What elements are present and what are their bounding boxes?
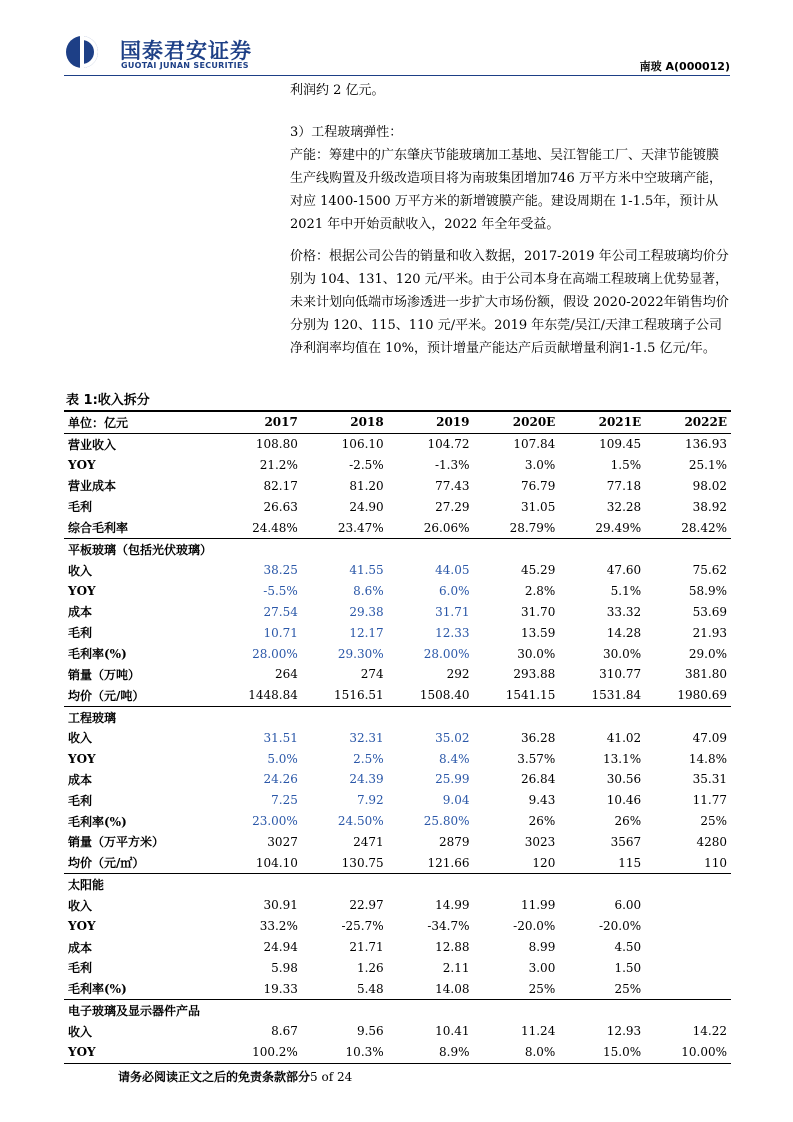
table-cell: 41.55	[349, 563, 384, 578]
table-row	[64, 455, 731, 476]
table-cell	[388, 706, 474, 727]
table-cell: 35.31	[692, 772, 727, 787]
paragraph-capacity: 产能：筹建中的广东肇庆节能玻璃加工基地、吴江智能工厂、天津节能镀膜生产线购置及升级改造项目将为南玻集团增加746 万平方米中空玻璃产能，对应 1400-1500 万平方米的新增镀膜产能。建设周期在 1-1.5年，预计从 2021 年中开始贡献收入，2022 年全年受益。	[290, 148, 722, 232]
table-cell: 2.8%	[524, 584, 556, 599]
table-row	[64, 916, 731, 937]
table-cell: 29.38	[349, 604, 384, 619]
table-row	[64, 852, 731, 873]
table-cell	[645, 978, 731, 999]
table-cell: 11.24	[520, 1024, 556, 1039]
table-row	[64, 622, 731, 643]
table-cell: 53.69	[692, 604, 727, 619]
table-cell: 6.00	[614, 898, 642, 913]
table-row	[64, 811, 731, 832]
table-cell: 13.1%	[603, 751, 642, 766]
table-cell: 10.00%	[645, 1042, 731, 1063]
table-cell: 7.25	[271, 793, 298, 808]
table-cell	[645, 937, 731, 958]
table-cell: 30.0%	[603, 646, 642, 661]
table-cell: 1980.69	[677, 688, 727, 703]
table-cell: 11.99	[520, 898, 556, 913]
row-label: 均价（元/㎡）	[68, 856, 145, 871]
table-row	[64, 748, 731, 769]
table-header-row	[64, 411, 731, 433]
table-cell: 14.08	[435, 981, 470, 996]
table-cell: 9.43	[528, 793, 556, 808]
table-cell: 130.75	[341, 855, 384, 870]
table-row	[64, 664, 731, 685]
table-cell: 33.32	[606, 604, 642, 619]
table-cell: 1541.15	[505, 688, 556, 703]
table-cell	[302, 538, 388, 559]
table-cell: 75.62	[692, 563, 727, 578]
table-cell: 31.05	[520, 499, 556, 514]
table-cell: 24.94	[263, 940, 298, 955]
row-label: 销量（万吨）	[68, 667, 141, 682]
table-cell: 1.50	[614, 960, 642, 975]
table-cell: 25.80%	[423, 814, 470, 829]
table-cell: 24.39	[349, 772, 384, 787]
header-year: 2017	[216, 411, 302, 433]
table-cell: 26%	[614, 814, 642, 829]
row-label: YOY	[68, 919, 96, 934]
table-row	[64, 832, 731, 853]
table-cell: 2471	[353, 834, 384, 849]
table-cell: 8.99	[528, 940, 556, 955]
table-cell: 82.17	[263, 478, 298, 493]
table-cell: 100.2%	[216, 1042, 302, 1063]
table-cell: 26.06%	[423, 520, 470, 535]
row-label: 平板玻璃（包括光伏玻璃）	[64, 538, 216, 559]
table-row	[64, 978, 731, 999]
table-cell: 27.29	[435, 499, 470, 514]
table-cell: 29.0%	[688, 646, 727, 661]
table-cell	[559, 706, 645, 727]
table-cell: 107.84	[513, 437, 556, 452]
table-cell: 81.20	[349, 478, 384, 493]
table-cell: 24.48%	[252, 520, 298, 535]
table-cell: 19.33	[263, 981, 298, 996]
table-cell: 44.05	[435, 563, 470, 578]
table-cell: 38.92	[692, 499, 727, 514]
table-cell: 30.0%	[517, 646, 556, 661]
table-cell: 12.33	[435, 625, 470, 640]
table-cell: 6.0%	[439, 584, 470, 599]
table-cell: 110	[704, 855, 727, 870]
row-label: 销量（万平方米）	[68, 835, 165, 850]
row-label: YOY	[68, 584, 96, 599]
table-cell: 292	[446, 667, 470, 682]
table-cell: 21.93	[692, 625, 727, 640]
header-year: 2019	[388, 411, 474, 433]
table-cell: 14.8%	[688, 751, 727, 766]
brand-name-en: GUOTAI JUNAN SECURITIES	[121, 61, 249, 70]
table-cell	[645, 706, 731, 727]
table-cell: 41.02	[606, 730, 642, 745]
row-label: 毛利	[68, 793, 93, 808]
row-label: 毛利率(%)	[68, 982, 127, 997]
table-cell: 26.63	[263, 499, 298, 514]
table-cell: 27.54	[263, 604, 298, 619]
table-row	[64, 895, 731, 916]
table-cell: 28.79%	[509, 520, 556, 535]
table-cell: 23.00%	[252, 814, 298, 829]
table-cell: 1.26	[356, 960, 384, 975]
table-cell: 26.84	[520, 772, 556, 787]
table-cell: 25%	[528, 981, 556, 996]
table-cell: 3567	[610, 834, 642, 849]
table-cell: 5.0%	[267, 751, 298, 766]
table-cell: 9.04	[442, 793, 470, 808]
table-section-row	[64, 1000, 731, 1021]
table-cell: 10.41	[435, 1024, 470, 1039]
table-cell: 2879	[438, 834, 470, 849]
table-cell: 293.88	[513, 667, 556, 682]
table-cell: 25.1%	[688, 458, 727, 473]
table-row	[64, 1021, 731, 1042]
table-cell: 3.00	[528, 960, 556, 975]
table-cell: 8.9%	[388, 1042, 474, 1063]
row-label: 成本	[68, 772, 93, 787]
table-cell: 33.2%	[259, 919, 298, 934]
table-cell: -2.5%	[349, 458, 384, 473]
table-cell: 4.50	[614, 940, 642, 955]
table-row	[64, 601, 731, 622]
table-cell: 106.10	[341, 437, 384, 452]
table-cell: 14.28	[606, 625, 642, 640]
table-cell: 136.93	[685, 437, 727, 452]
page-number: 5 of 24	[310, 1070, 353, 1084]
table-cell: 23.47%	[337, 520, 384, 535]
table-cell: -34.7%	[427, 919, 470, 934]
table-cell	[645, 916, 731, 937]
table-cell: 4280	[696, 834, 727, 849]
table-cell: 104.10	[255, 855, 298, 870]
row-label: YOY	[68, 458, 96, 473]
table-cell: 24.90	[349, 499, 384, 514]
table-cell: 264	[274, 667, 298, 682]
row-label: 毛利率(%)	[68, 647, 127, 662]
header-divider	[64, 75, 730, 76]
table-cell: 21.71	[349, 940, 384, 955]
table-cell: 2.5%	[353, 751, 384, 766]
table-cell: -20.0%	[513, 919, 556, 934]
table-cell: 45.29	[520, 563, 556, 578]
table-cell: 77.43	[435, 478, 470, 493]
row-label: 均价（元/吨）	[68, 688, 145, 703]
row-label: YOY	[64, 1042, 216, 1063]
table-cell: 1531.84	[591, 688, 642, 703]
row-label: 工程玻璃	[64, 706, 216, 727]
table-cell	[645, 958, 731, 979]
table-cell: 14.22	[692, 1024, 727, 1039]
table-cell: 58.9%	[688, 584, 727, 599]
row-label: 成本	[68, 605, 93, 620]
table-cell: 31.51	[263, 730, 298, 745]
table-cell: 8.0%	[474, 1042, 560, 1063]
table-cell: 109.45	[599, 437, 642, 452]
page-footer	[118, 1068, 352, 1085]
table-cell: 115	[618, 855, 642, 870]
table-row	[64, 643, 731, 664]
table-row	[64, 958, 731, 979]
table-cell: 12.88	[435, 940, 470, 955]
table-cell: -5.5%	[263, 584, 298, 599]
row-label: 营业成本	[68, 479, 117, 494]
table-cell: 1.5%	[610, 458, 642, 473]
table-cell: 14.99	[435, 898, 470, 913]
table-cell: -1.3%	[434, 458, 470, 473]
table-cell: 15.0%	[559, 1042, 645, 1063]
table-section-row	[64, 706, 731, 727]
table-cell: 38.25	[263, 563, 298, 578]
table-cell	[216, 538, 302, 559]
table-row	[64, 496, 731, 517]
table-cell: 104.72	[427, 437, 470, 452]
table-cell: 2.11	[442, 960, 470, 975]
table-cell: 36.28	[520, 730, 556, 745]
table-cell: 25%	[700, 814, 727, 829]
stock-code: 南玻 A(000012)	[639, 60, 730, 73]
table-row	[64, 581, 731, 602]
table-cell: 5.48	[356, 981, 384, 996]
table-cell: 28.00%	[252, 646, 298, 661]
table-cell: 10.71	[263, 625, 298, 640]
table-row	[64, 727, 731, 748]
revenue-breakdown-table	[64, 410, 731, 1064]
table-cell: 310.77	[599, 667, 642, 682]
table-cell: 30.56	[606, 772, 642, 787]
paragraph-price: 价格：根据公司公告的销量和收入数据，2017-2019 年公司工程玻璃均价分别为 104、131、120 元/平米。由于公司本身在高端工程玻璃上优势显著，未来计划向低端市场渗透进一步扩大市场份额，假设 2020-2022年销售均价分别为 120、115、110 元/平米。2019 年东莞/吴江/天津工程玻璃子公司净利润率均值在 10%，预计增量产能达产后贡献增量利润1-1.5 亿元/年。	[290, 249, 729, 356]
table-cell: 22.97	[349, 898, 384, 913]
table-cell: 10.3%	[302, 1042, 388, 1063]
table-cell: 47.60	[606, 563, 642, 578]
table-cell	[559, 1000, 645, 1021]
brand-name-cn: 国泰君安证券	[120, 39, 252, 63]
header-year: 2022E	[645, 411, 731, 433]
table-cell: 5.98	[271, 960, 298, 975]
table-cell: 25%	[614, 981, 642, 996]
table-cell	[474, 1000, 560, 1021]
table-cell: 11.77	[692, 793, 727, 808]
table-cell: 29.49%	[595, 520, 642, 535]
table-cell	[388, 538, 474, 559]
table-cell: 10.46	[606, 793, 642, 808]
table-cell: 28.42%	[681, 520, 727, 535]
table-cell	[216, 706, 302, 727]
table-cell: 9.56	[356, 1024, 384, 1039]
table-cell: 120	[532, 855, 556, 870]
table-cell	[474, 538, 560, 559]
table-cell: 5.1%	[610, 584, 642, 599]
row-label: 收入	[68, 731, 93, 746]
paragraph-profit-tail: 利润约 2 亿元。	[290, 83, 385, 98]
row-label: 收入	[68, 1024, 93, 1039]
table-row	[64, 1042, 731, 1063]
table-cell	[302, 1000, 388, 1021]
table-cell: 1516.51	[334, 688, 384, 703]
table-title: 表 1:收入拆分	[66, 393, 150, 408]
table-cell	[302, 706, 388, 727]
table-cell: 76.79	[520, 478, 556, 493]
row-label: 综合毛利率	[68, 521, 129, 536]
disclaimer-text: 请务必阅读正文之后的免责条款部分	[118, 1070, 311, 1084]
table-row	[64, 433, 731, 454]
header-year: 2018	[302, 411, 388, 433]
row-label: 毛利	[68, 626, 93, 641]
table-cell: 21.2%	[259, 458, 298, 473]
table-cell	[216, 1000, 302, 1021]
table-section-row	[64, 874, 731, 895]
table-cell: 8.4%	[439, 751, 470, 766]
table-cell	[474, 874, 560, 895]
table-cell	[388, 874, 474, 895]
table-cell	[559, 538, 645, 559]
table-cell: 3027	[267, 834, 298, 849]
table-cell: 13.59	[520, 625, 556, 640]
table-cell: 31.71	[435, 604, 470, 619]
table-cell	[645, 538, 731, 559]
table-cell: 3.0%	[524, 458, 556, 473]
table-row	[64, 560, 731, 581]
row-label: 收入	[68, 563, 93, 578]
table-cell: 32.28	[606, 499, 642, 514]
table-cell	[645, 1000, 731, 1021]
table-row	[64, 790, 731, 811]
table-cell: 30.91	[263, 898, 298, 913]
row-label: 毛利	[68, 961, 93, 976]
table-cell: 12.17	[349, 625, 384, 640]
table-cell	[388, 1000, 474, 1021]
table-cell: 274	[360, 667, 384, 682]
table-cell: 8.6%	[353, 584, 384, 599]
table-cell: -20.0%	[598, 919, 642, 934]
guotai-junan-logo-icon	[64, 34, 108, 70]
table-cell	[559, 874, 645, 895]
table-row	[64, 517, 731, 538]
row-label: 毛利率(%)	[68, 814, 127, 829]
table-row	[64, 685, 731, 706]
row-label: YOY	[68, 751, 96, 766]
row-label: 电子玻璃及显示器件产品	[64, 1000, 216, 1021]
table-cell: 25.99	[435, 772, 470, 787]
table-cell: 47.09	[692, 730, 727, 745]
page-header	[64, 34, 730, 74]
row-label: 毛利	[68, 500, 93, 515]
header-unit: 单位：亿元	[64, 411, 216, 433]
header-year: 2021E	[559, 411, 645, 433]
table-row	[64, 475, 731, 496]
table-cell: -25.7%	[341, 919, 384, 934]
header-year: 2020E	[474, 411, 560, 433]
section-heading-glass-elasticity: 3）工程玻璃弹性：	[290, 125, 403, 140]
table-cell	[645, 895, 731, 916]
table-cell: 3023	[524, 834, 556, 849]
table-cell: 3.57%	[517, 751, 556, 766]
table-cell: 1508.40	[419, 688, 470, 703]
table-cell: 32.31	[349, 730, 384, 745]
table-cell: 26%	[528, 814, 556, 829]
table-cell: 381.80	[685, 667, 727, 682]
table-cell	[302, 874, 388, 895]
table-row	[64, 937, 731, 958]
table-cell: 31.70	[520, 604, 556, 619]
table-cell: 28.00%	[423, 646, 470, 661]
table-cell: 24.26	[263, 772, 298, 787]
table-cell	[474, 706, 560, 727]
table-cell: 98.02	[692, 478, 727, 493]
table-cell: 121.66	[427, 855, 470, 870]
table-row	[64, 769, 731, 790]
row-label: 太阳能	[64, 874, 216, 895]
row-label: 营业收入	[68, 437, 117, 452]
table-section-row	[64, 538, 731, 559]
table-cell: 77.18	[606, 478, 642, 493]
table-cell: 35.02	[435, 730, 470, 745]
table-cell: 1448.84	[248, 688, 298, 703]
table-cell	[216, 874, 302, 895]
row-label: 收入	[68, 898, 93, 913]
table-cell: 12.93	[606, 1024, 642, 1039]
table-cell: 29.30%	[337, 646, 384, 661]
table-cell: 108.80	[255, 437, 298, 452]
row-label: 成本	[68, 940, 93, 955]
table-cell	[645, 874, 731, 895]
table-cell: 8.67	[271, 1024, 298, 1039]
table-cell: 7.92	[356, 793, 384, 808]
table-cell: 24.50%	[337, 814, 384, 829]
